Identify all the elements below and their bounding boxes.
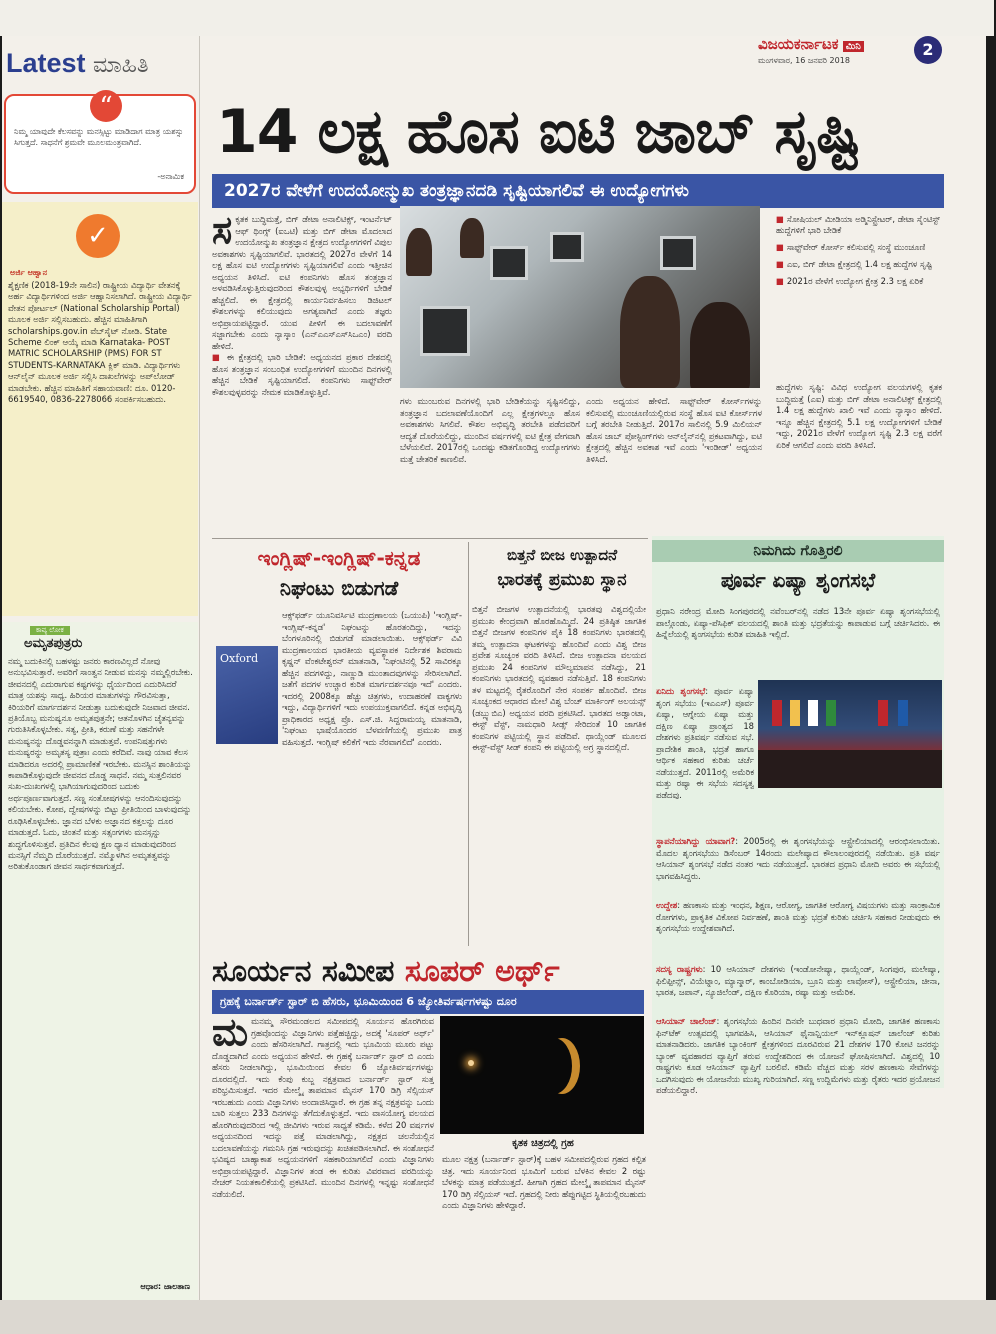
scholarship-text: ಶೈಕ್ಷಣಿಕ (2018-19ನೇ ಸಾಲಿನ) ರಾಷ್ಟ್ರೀಯ ವಿದ್ಯಾರ್ಥಿ ವೇತನಕ್ಕೆ ಅರ್ಹ ವಿದ್ಯಾರ್ಥಿಗಳಿಂದ ಅರ್ಜಿ ಆಹ್ವಾನಿಸಲಾಗಿದೆ. ರಾಷ್ಟ್ರೀಯ ವಿದ್ಯಾರ್ಥಿ ವೇತನ ಪೋರ್ಟಲ್ (National Scholarship Portal) ಮೂಲಕ ಅರ್ಜಿ ಸಲ್ಲಿಸಬಹುದು. ಹೆಚ್ಚಿನ ಮಾಹಿತಿಗಾಗಿ scholarships.gov.in ವೆಬ್‌ಸೈಟ್ ನೋಡಿ. State Scheme ಲಿಂಕ್ ಆಯ್ಕೆ ಮಾಡಿ Karnataka- POST MATRIC SCHOLARSHIP (PMS) FOR ST STUDENTS-KARNATAKA ಕ್ಲಿಕ್ ಮಾಡಿ. ವಿದ್ಯಾರ್ಥಿಗಳು ಆನ್‌ಲೈನ್ ಮೂಲಕ ಅರ್ಜಿ ಸಲ್ಲಿಸಿ ದಾಖಲೆಗಳನ್ನು ಅಪ್‌ಲೋಡ್ ಮಾಡಬೇಕು. ಹೆಚ್ಚಿನ ಮಾಹಿತಿಗೆ ಸಹಾಯವಾಣಿ: ದೂ. 0120-6619540, 0836-2278066 ಸಂಪರ್ಕಿಸಬಹುದು. [8, 280, 192, 405]
bullet-item: ■ ಸೋಷಿಯಲ್ ಮೀಡಿಯಾ ಅಡ್ಮಿನಿಸ್ಟ್ರೇಟರ್, ಡೇಟಾ ಸೈಂಟಿಸ್ಟ್ ಹುದ್ದೆಗಳಿಗೆ ಭಾರಿ ಬೇಡಿಕೆ [776, 214, 941, 235]
east-asia-tag: ನಿಮಗಿದು ಗೊತ್ತಿರಲಿ [652, 540, 944, 562]
newspaper-page [2, 36, 986, 1304]
amrut-box [2, 622, 198, 1304]
left-column [2, 36, 200, 1304]
super-earth-title: ಸೂರ್ಯನ ಸಮೀಪ ಸೂಪರ್ ಅರ್ಥ್ [212, 954, 560, 989]
lead-note-label: ■ [212, 352, 227, 362]
bullet-item: ■ ಎಐ, ಬಿಗ್ ಡೇಟಾ ಕ್ಷೇತ್ರದಲ್ಲಿ 1.4 ಲಕ್ಷ ಹುದ್ದೆಗಳ ಸೃಷ್ಟಿ [776, 259, 933, 269]
page-bottom-edge [0, 1300, 996, 1334]
photo-person [460, 218, 484, 258]
amrut-title: ಅಮೃತಪುತ್ರರು [24, 636, 83, 651]
quote-box [4, 94, 196, 194]
flag [878, 700, 888, 726]
photo-caption-title: ಕೃತಕ ಚಿತ್ರದಲ್ಲಿ ಗ್ರಹ [512, 1138, 574, 1149]
star-dot [468, 1060, 474, 1066]
photo-monitor [550, 232, 584, 262]
lead-body-col1 [212, 214, 392, 536]
amrut-tag: ಕಾವ್ಯ ಲೋಕ [30, 626, 70, 635]
it-office-photo [400, 206, 760, 388]
east-asia-title: ಪೂರ್ವ ಏಷ್ಯಾ ಶೃಂಗಸಭೆ [720, 568, 876, 592]
photo-monitor [660, 236, 696, 270]
east-asia-body3: ಸ್ಥಾಪನೆಯಾಗಿದ್ದು ಯಾವಾಗ?: 2005ರಲ್ಲಿ ಈ ಶೃಂಗಸಭೆಯನ್ನು ಆಸ್ಟ್ರೇಲಿಯಾದಲ್ಲಿ ಆರಂಭಿಸಲಾಯಿತು. ಮೊದಲ ಶೃಂಗಸಭೆಯು ಡಿಸೆಂಬರ್ 14ರಂದು ಮಲೇಷ್ಯಾದ ಕೌಲಾಲಂಪುರದಲ್ಲಿ ನಡೆಯಿತು. ಪ್ರತಿ ವರ್ಷ ಆಸಿಯಾನ್ ಶೃಂಗಸಭೆ ನಡೆದ ನಂತರ ಇದು ನಡೆಯುತ್ತದೆ. ಭಾರತದ ಪ್ರಧಾನಿ ಮೋದಿ ಅವರು ಈ ಸಭೆಯಲ್ಲಿ ಭಾಗವಹಿಸಿದ್ದರು. [656, 836, 940, 881]
dropcap: ಮ [212, 1016, 249, 1054]
check-icon: ✓ [76, 214, 120, 258]
scholarship-box [2, 202, 198, 616]
photo-person [690, 302, 750, 388]
lead-subhead: 2027ರ ವೇಳೆಗೆ ಉದಯೋನ್ಮುಖ ತಂತ್ರಜ್ಞಾನದಡಿ ಸೃಷ್ಟಿಯಾಗಲಿವೆ ಈ ಉದ್ಯೋಗಗಳು [212, 174, 944, 208]
latest-sub-label: ಮಾಹಿತಿ [93, 52, 149, 77]
masthead [758, 36, 986, 74]
east-asia-box [652, 536, 944, 1088]
super-earth-body: ಮ ಮನಮ್ಮ ಸೌರಮಂಡಲದ ಸಮೀಪದಲ್ಲಿ ಸೂರ್ಯನ ಹೊರಗಿರುವ ಗ್ರಹವೊಂದನ್ನು ವಿಜ್ಞಾನಿಗಳು ಪತ್ತೆಹಚ್ಚಿದ್ದು, ಅದಕ್ಕೆ 'ಸೂಪರ್ ಅರ್ಥ್' ಎಂದು ಹೆಸರಿಸಲಾಗಿದೆ. ಗಾತ್ರದಲ್ಲಿ ಇದು ಭೂಮಿಯ ಮೂರು ಪಟ್ಟು ದೊಡ್ಡದಾಗಿದೆ ಎಂದು ಅಧ್ಯಯನ ಹೇಳಿದೆ. ಈ ಗ್ರಹಕ್ಕೆ ಬರ್ನಾರ್ಡ್ ಸ್ಟಾರ್ ಬಿ ಎಂದು ಹೆಸರು ನೀಡಲಾಗಿದ್ದು, ಭೂಮಿಯಿಂದ ಕೇವಲ 6 ಜ್ಯೋತಿರ್ವರ್ಷಗಳಷ್ಟು ದೂರದಲ್ಲಿದೆ. ಇದು ಕೆಂಪು ಕುಬ್ಜ ನಕ್ಷತ್ರವಾದ ಬರ್ನಾರ್ಡ್ ಸ್ಟಾರ್ ಸುತ್ತ ಪರಿಭ್ರಮಿಸುತ್ತದೆ. ಇದರ ಮೇಲ್ಮೈ ತಾಪಮಾನ ಮೈನಸ್ 170 ಡಿಗ್ರಿ ಸೆಲ್ಸಿಯಸ್ ಇರಬಹುದು ಎಂದು ವಿಜ್ಞಾನಿಗಳು ಅಂದಾಜಿಸಿದ್ದಾರೆ. ಈ ಗ್ರಹ ತನ್ನ ನಕ್ಷತ್ರವನ್ನು ಒಂದು ಬಾರಿ ಸುತ್ತಲು 233 ದಿನಗಳನ್ನು ತೆಗೆದುಕೊಳ್ಳುತ್ತದೆ. ಇದು ವಾಸಯೋಗ್ಯ ವಲಯದ ಹೊರಗಿರುವುದರಿಂದ ಇಲ್ಲಿ ಜೀವಿಗಳು ಇರುವ ಸಾಧ್ಯತೆ ಕಡಿಮೆ. ಕಳೆದ 20 ವರ್ಷಗಳ ಅಧ್ಯಯನದಿಂದ ಇದನ್ನು ಪತ್ತೆ ಮಾಡಲಾಗಿದ್ದು, ನಕ್ಷತ್ರದ ಚಲನೆಯಲ್ಲಿನ ಬದಲಾವಣೆಯನ್ನು ಗಮನಿಸಿ ಗ್ರಹ ಇರುವುದನ್ನು ಖಚಿತಪಡಿಸಲಾಗಿದೆ. ಈ ಸಂಶೋಧನೆ ಭವಿಷ್ಯದ ಬಾಹ್ಯಾಕಾಶ ಅಧ್ಯಯನಗಳಿಗೆ ಸಹಕಾರಿಯಾಗಲಿದೆ ಎಂದು ವಿಜ್ಞಾನಿಗಳು ಅಭಿಪ್ರಾಯಪಟ್ಟಿದ್ದಾರೆ. ವಿಜ್ಞಾನಿಗಳ ತಂಡ ಈ ಕುರಿತು ವಿವರವಾದ ವರದಿಯನ್ನು ನೇಚರ್ ನಿಯತಕಾಲಿಕೆಯಲ್ಲಿ ಪ್ರಕಟಿಸಿದೆ. ಮುಂದಿನ ದಿನಗಳಲ್ಲಿ ಇನ್ನಷ್ಟು ಸಂಶೋಧನೆ ನಡೆಯಲಿದೆ. [212, 1016, 434, 1199]
issue-date: ಮಂಗಳವಾರ, 16 ಜನವರಿ 2018 [758, 56, 850, 65]
bullet-item: ■ ಸಾಫ್ಟ್‌ವೇರ್ ಕೋರ್ಸ್ ಕಲಿಸುವಲ್ಲಿ ಸಂಸ್ಥೆ ಮುಂಚೂಣಿ [776, 242, 926, 252]
seed-body: ಬಿತ್ತನೆ ಬೀಜಗಳ ಉತ್ಪಾದನೆಯಲ್ಲಿ ಭಾರತವು ವಿಶ್ವದಲ್ಲಿಯೇ ಪ್ರಮುಖ ಕೇಂದ್ರವಾಗಿ ಹೊರಹೊಮ್ಮಿದೆ. 24 ಪ್ರತಿಷ್ಠಿತ ಜಾಗತಿಕ ಬಿತ್ತನೆ ಬೀಜಗಳ ಕಂಪನಿಗಳ ಪೈಕಿ 18 ಕಂಪನಿಗಳು ಭಾರತದಲ್ಲಿ ತಮ್ಮ ಉತ್ಪಾದನಾ ಘಟಕಗಳನ್ನು ಹೊಂದಿವೆ ಎಂದು ವಿಶ್ವ ಬೀಜ ಪ್ರವೇಶ ಸೂಚ್ಯಂಕ ವರದಿ ತಿಳಿಸಿದೆ. ಬೀಜ ಉತ್ಪಾದನಾ ವಲಯದ ಪ್ರಮುಖ 24 ಕಂಪನಿಗಳ ಮೌಲ್ಯಮಾಪನ ನಡೆಸಿದ್ದು, 21 ಕಂಪನಿಗಳು ಭಾರತದಲ್ಲಿ ವ್ಯವಹಾರ ನಡೆಸುತ್ತಿವೆ. 18 ಕಂಪನಿಗಳು ತಳ ಮಟ್ಟದಲ್ಲಿ ರೈತರೊಂದಿಗೆ ನೇರ ಸಂಪರ್ಕ ಹೊಂದಿವೆ. ಬೀಜ ಸೂಚ್ಯಂಕದ ಆಧಾರದ ಮೇಲೆ ವಿಶ್ವ ಬೆಂಚ್ ಮಾರ್ಕಿಂಗ್ ಅಲಯನ್ಸ್ (ಡಬ್ಲ್ಯುಬಿಎ) ಅಧ್ಯಯನ ವರದಿ ಪ್ರಕಟಿಸಿದೆ. ಭಾರತದ ಅಡ್ವಾಂಟಾ, ಈಸ್ಟ್ ವೆಸ್ಟ್, ನಾಮಧಾರಿ ಸೀಡ್ಸ್ ಸೇರಿದಂತೆ 10 ಜಾಗತಿಕ ಕಂಪನಿಗಳ ಪಟ್ಟಿಯಲ್ಲಿ ಸ್ಥಾನ ಪಡೆದಿವೆ. ಥಾಯ್ಲೆಂಡ್ ಮೂಲದ ಈಸ್ಟ್-ವೆಸ್ಟ್ ಸೀಡ್ ಕಂಪನಿ ಈ ಪಟ್ಟಿಯಲ್ಲಿ ಅಗ್ರ ಸ್ಥಾನದಲ್ಲಿದೆ. [472, 604, 646, 752]
lead-headline: 14 ಲಕ್ಷ ಹೊಸ ಐಟಿ ಜಾಬ್ ಸೃಷ್ಟಿ [216, 97, 861, 167]
quote-text: ನಿಮ್ಮ ಯಾವುದೇ ಕೆಲಸವನ್ನು ಮನಸ್ಸಿಟ್ಟು ಮಾಡಿದಾಗ ಮಾತ್ರ ಯಶಸ್ಸು ಸಿಗುತ್ತದೆ. ಸಾಧನೆಗೆ ಶ್ರಮವೇ ಮೂಲಮಂತ್ರವಾಗಿದೆ. [14, 127, 184, 147]
photo-caption: ಮೂಲ ನಕ್ಷತ್ರ (ಬರ್ನಾರ್ಡ್ ಸ್ಟಾರ್)ಕ್ಕೆ ಬಹಳ ಸಮೀಪದಲ್ಲಿರುವ ಗ್ರಹದ ಕಲ್ಪಿತ ಚಿತ್ರ. ಇದು ಸೂರ್ಯನಿಂದ ಭೂಮಿಗೆ ಬರುವ ಬೆಳಕಿನ ಕೇವಲ 2 ರಷ್ಟು ಬೆಳಕನ್ನು ಮಾತ್ರ ಪಡೆಯುತ್ತದೆ. ಹೀಗಾಗಿ ಗ್ರಹದ ಮೇಲ್ಮೈ ತಾಪಮಾನ ಮೈನಸ್ 170 ಡಿಗ್ರಿ ಸೆಲ್ಸಿಯಸ್ ಇದೆ. ಗ್ರಹದಲ್ಲಿ ನೀರು ಹೆಪ್ಪುಗಟ್ಟಿದ ಸ್ಥಿತಿಯಲ್ಲಿರಬಹುದು ಎಂದು ವಿಜ್ಞಾನಿಗಳು ಹೇಳಿದ್ದಾರೆ. [442, 1154, 646, 1210]
scholarship-title: ಅರ್ಜಿ ಆಹ್ವಾನ [10, 268, 48, 277]
flag [826, 700, 836, 726]
east-asia-body1: ಪ್ರಧಾನಿ ನರೇಂದ್ರ ಮೋದಿ ಸಿಂಗಪುರದಲ್ಲಿ ನವೆಂಬರ್‌ನಲ್ಲಿ ನಡೆದ 13ನೇ ಪೂರ್ವ ಏಷ್ಯಾ ಶೃಂಗಸಭೆಯಲ್ಲಿ ಪಾಲ್ಗೊಂಡು, ಏಷ್ಯಾ-ಪೆಸಿಫಿಕ್ ವಲಯದಲ್ಲಿ ಶಾಂತಿ ಮತ್ತು ಭದ್ರತೆಯನ್ನು ಕಾಪಾಡುವ ಬಗ್ಗೆ ಚರ್ಚಿಸಿದರು. ಈ ಹಿನ್ನೆಲೆಯಲ್ಲಿ ಶೃಂಗಸಭೆಯ ಕುರಿತ ಮಾಹಿತಿ ಇಲ್ಲಿದೆ. [656, 606, 940, 639]
photo-person [406, 228, 432, 276]
amrut-source: ಆಧಾರ: ಜಾಲತಾಣ [140, 1282, 190, 1291]
flag [898, 700, 908, 726]
east-asia-body2: ಏನಿದು ಶೃಂಗಸಭೆ: ಪೂರ್ವ ಏಷ್ಯಾ ಶೃಂಗ ಸಭೆಯು (ಇಎಎಸ್) ಪೂರ್ವ ಏಷ್ಯಾ, ಆಗ್ನೇಯ ಏಷ್ಯಾ ಮತ್ತು ದಕ್ಷಿಣ ಏಷ್ಯಾ ಪ್ರಾಂತ್ಯದ 18 ದೇಶಗಳು ಪ್ರತಿವರ್ಷ ನಡೆಸುವ ಸಭೆ. ಪ್ರಾದೇಶಿಕ ಶಾಂತಿ, ಭದ್ರತೆ ಹಾಗೂ ಆರ್ಥಿಕ ಸಹಕಾರ ಕುರಿತು ಚರ್ಚೆ ನಡೆಯುತ್ತದೆ. 2011ರಲ್ಲಿ ಅಮೆರಿಕ ಮತ್ತು ರಷ್ಯಾ ಈ ಸಭೆಯ ಸದಸ್ಯತ್ವ ಪಡೆದವು. [656, 686, 754, 800]
bullet-item: ■ 2021ರ ವೇಳೆಗೆ ಉದ್ಯೋಗ ಕ್ಷೇತ್ರ 2.3 ಲಕ್ಷ ಏರಿಕೆ [776, 276, 924, 286]
page-top-edge [0, 0, 994, 36]
oxford-body: ಆಕ್ಸ್‌ಫರ್ಡ್ ಯೂನಿವರ್ಸಿಟಿ ಮುದ್ರಣಾಲಯ (ಒಯುಪಿ) 'ಇಂಗ್ಲಿಷ್-ಇಂಗ್ಲಿಷ್-ಕನ್ನಡ' ನಿಘಂಟನ್ನು ಹೊರತಂದಿದ್ದು, ಇದನ್ನು ಬೆಂಗಳೂರಿನಲ್ಲಿ ಬಿಡುಗಡೆ ಮಾಡಲಾಯಿತು. ಆಕ್ಸ್‌ಫರ್ಡ್ ವಿವಿ ಮುದ್ರಣಾಲಯದ ಭಾರತೀಯ ವ್ಯವಸ್ಥಾಪಕ ನಿರ್ದೇಶಕ ಶಿವರಾಮ ಕೃಷ್ಣನ್ ವೆಂಕಟೇಶ್ವರನ್ ಮಾತನಾಡಿ, 'ನಿಘಂಟಿನಲ್ಲಿ 52 ಸಾವಿರಕ್ಕೂ ಹೆಚ್ಚಿನ ಪದಗಳಿದ್ದು, ನಾಣ್ಣುಡಿ ಮುಂತಾದವುಗಳನ್ನು ಸೇರಿಸಲಾಗಿದೆ. ಜತೆಗೆ ಪದಗಳ ಉಚ್ಚಾರ ಕುರಿತ ಮಾರ್ಗದರ್ಶನವೂ ಇದೆ' ಎಂದರು. ಇದರಲ್ಲಿ 2008ಕ್ಕೂ ಹೆಚ್ಚು ಚಿತ್ರಗಳು, ಉದಾಹರಣೆ ವಾಕ್ಯಗಳು ಇದ್ದು, ವಿದ್ಯಾರ್ಥಿಗಳಿಗೆ ಇದು ಉಪಯುಕ್ತವಾಗಲಿದೆ. ಕನ್ನಡ ಅಭಿವೃದ್ಧಿ ಪ್ರಾಧಿಕಾರದ ಅಧ್ಯಕ್ಷ ಪ್ರೊ. ಎಸ್.ಜಿ. ಸಿದ್ದರಾಮಯ್ಯ ಮಾತನಾಡಿ, 'ನಿಘಂಟು ಭಾಷೆಯೊಂದರ ಬೆಳವಣಿಗೆಯಲ್ಲಿ ಪ್ರಮುಖ ಪಾತ್ರ ವಹಿಸುತ್ತದೆ. ಇಂಗ್ಲಿಷ್ ಕಲಿಕೆಗೆ ಇದು ನೆರವಾಗಲಿದೆ' ಎಂದರು. [282, 610, 462, 747]
lead-body1: ಕೃತಕ ಬುದ್ಧಿಮತ್ತೆ, ಬಿಗ್ ಡೇಟಾ ಅನಾಲಿಟಿಕ್ಸ್, ಇಂಟರ್ನೆಟ್ ಆಫ್ ಥಿಂಗ್ಸ್ (ಐಒಟಿ) ಮತ್ತು ಬಿಗ್ ಡೇಟಾ ಮೊದಲಾದ ಉದಯೋನ್ಮುಖ ತಂತ್ರಜ್ಞಾನ ಕ್ಷೇತ್ರದ ಉದ್ಯೋಗಗಳಿಗೆ ವಿಪುಲ ಅವಕಾಶಗಳು ಸೃಷ್ಟಿಯಾಗಲಿವೆ. ಭಾರತದಲ್ಲಿ 2027ರ ವೇಳೆಗೆ 14 ಲಕ್ಷ ಹೊಸ ಐಟಿ ಉದ್ಯೋಗಗಳು ಸೃಷ್ಟಿಯಾಗಲಿವೆ ಎಂದು ಇತ್ತೀಚಿನ ಅಧ್ಯಯನ ತಿಳಿಸಿದೆ. ಐಟಿ ಕಂಪನಿಗಳು ಹೊಸ ತಂತ್ರಜ್ಞಾನ ಅಳವಡಿಸಿಕೊಳ್ಳುತ್ತಿರುವುದರಿಂದ ಕೌಶಲವುಳ್ಳ ಅಭ್ಯರ್ಥಿಗಳಿಗೆ ಬೇಡಿಕೆ ಹೆಚ್ಚಲಿದೆ. ಈ ಕ್ಷೇತ್ರದಲ್ಲಿ ಕಾರ್ಯನಿರ್ವಹಿಸಲು ಡಿಜಿಟಲ್ ಕೌಶಲಗಳನ್ನು ಕಲಿಯುವುದು ಅಗತ್ಯವಾಗಿದೆ ಎಂದು ತಜ್ಞರು ಅಭಿಪ್ರಾಯಪಟ್ಟಿದ್ದಾರೆ. ಯುವ ಪೀಳಿಗೆ ಈ ಬದಲಾವಣೆಗೆ ಸಜ್ಜಾಗಬೇಕು ಎಂದು ನ್ಯಾಸ್ಕಾಂ (ಎನ್‌ಎಎಸ್‌ಎಸ್‌ಸಿಒಎಂ) ವರದಿ ಹೇಳಿದೆ. [212, 214, 392, 351]
oxford-title-black: ನಿಘಂಟು ಬಿಡುಗಡೆ [279, 576, 399, 600]
divider [212, 538, 648, 539]
photo-person [620, 276, 680, 388]
book-label: Oxford [220, 652, 259, 665]
east-asia-body6: ಆಸಿಯಾನ್ ಚಾಲೆಂಜ್: ಶೃಂಗಸಭೆಯ ಹಿಂದಿನ ದಿನವೇ ಬುಧವಾರ ಪ್ರಧಾನಿ ಮೋದಿ, ಜಾಗತಿಕ ಹಣಕಾಸು ಫಿನ್‌ಟೆಕ್ ಉತ್ಸವದಲ್ಲಿ ಭಾಗವಹಿಸಿ, ಆಸಿಯಾನ್ ಫೈನಾನ್ಷಿಯಲ್ ಇನ್‌ಕ್ಲೂಷನ್ ಚಾಲೆಂಜ್ ಕುರಿತು ಮಾತನಾಡಿದರು. ಜಾಗತಿಕ ಬ್ಯಾಂಕಿಂಗ್ ಕ್ಷೇತ್ರಗಳಿಂದ ದೂರವಿರುವ 21 ದೇಶಗಳ 170 ಕೋಟಿ ಜನರನ್ನು ಬ್ಯಾಂಕ್ ವ್ಯವಹಾರದ ವ್ಯಾಪ್ತಿಗೆ ತರುವ ಉದ್ದೇಶದಿಂದ ಈ ಯೋಜನೆ ಘೋಷಿಸಲಾಗಿದೆ. ವಿಶ್ವದಲ್ಲಿ 10 ರಾಷ್ಟ್ರಗಳು ಕೂಡ ಆಸಿಯಾನ್ ವ್ಯಾಪ್ತಿಗೆ ಬರಲಿವೆ. ಕಡಿಮೆ ವೆಚ್ಚದ ಮತ್ತು ಸರಳ ಹಣಕಾಸು ಸೇವೆಗಳನ್ನು ಒದಗಿಸುವುದು ಈ ಯೋಜನೆಯ ಮುಖ್ಯ ಗುರಿಯಾಗಿದೆ. ಸಣ್ಣ ಉದ್ದಿಮೆಗಳು ಮತ್ತು ರೈತರು ಇದರ ಪ್ರಯೋಜನ ಪಡೆಯಲಿದ್ದಾರೆ. [656, 1016, 940, 1095]
quote-icon: “ [90, 90, 122, 122]
planet-illustration [440, 1016, 644, 1134]
dropcap: ಸ [212, 214, 233, 252]
brand-badge: ಮಿನಿ [843, 41, 864, 52]
lead-body-col2: ಗಳು ಮುಂಬರುವ ದಿನಗಳಲ್ಲಿ ಭಾರಿ ಬೇಡಿಕೆಯನ್ನು ಸೃಷ್ಟಿಸಲಿದ್ದು, ತಂತ್ರಜ್ಞಾನ ಬದಲಾವಣೆಯೊಂದಿಗೆ ಎಲ್ಲ ಕ್ಷೇತ್ರಗಳಲ್ಲೂ ಹೊಸ ಅವಕಾಶಗಳು ಸಿಗಲಿವೆ. ಕೌಶಲ ಅಭಿವೃದ್ಧಿ ತರಬೇತಿ ಪಡೆದವರಿಗೆ ಆದ್ಯತೆ ದೊರೆಯಲಿದ್ದು, ಮುಂದಿನ ವರ್ಷಗಳಲ್ಲಿ ಐಟಿ ಕ್ಷೇತ್ರ ವೇಗವಾಗಿ ಬೆಳೆಯಲಿದೆ. 2017ರಲ್ಲಿ ಒಂದಷ್ಟು ಕಡಿತಗೊಂಡಿದ್ದ ಉದ್ಯೋಗಗಳು ಮತ್ತೆ ಚೇತರಿಕೆ ಕಾಣಲಿವೆ. [400, 396, 580, 464]
lead-side-text: ಹುದ್ದೆಗಳು ಸೃಷ್ಟಿ: ವಿವಿಧ ಉದ್ಯೋಗ ವಲಯಗಳಲ್ಲಿ ಕೃತಕ ಬುದ್ಧಿಮತ್ತೆ (ಎಐ) ಮತ್ತು ಬಿಗ್ ಡೇಟಾ ಅನಾಲಿಟಿಕ್ಸ್ ಕ್ಷೇತ್ರದಲ್ಲಿ 1.4 ಲಕ್ಷ ಹುದ್ದೆಗಳು ಖಾಲಿ ಇವೆ ಎಂದು ನ್ಯಾಸ್ಕಾಂ ಹೇಳಿದೆ. ಇನ್ನೂ ಹೆಚ್ಚಿನ ಕ್ಷೇತ್ರದಲ್ಲಿ 5.1 ಲಕ್ಷ ಉದ್ಯೋಗಗಳಿಗೆ ಬೇಡಿಕೆ ಇದ್ದು, 2021ರ ವೇಳೆಗೆ ಉದ್ಯೋಗ ಸೃಷ್ಟಿ 2.3 ಲಕ್ಷ ವರೆಗೆ ಏರಿಕೆ ಆಗಲಿದೆ ಎಂದು ವರದಿ ತಿಳಿಸಿದೆ. [776, 382, 942, 450]
super-earth-subhead: ಗ್ರಹಕ್ಕೆ ಬರ್ನಾರ್ಡ್ ಸ್ಟಾರ್ ಬಿ ಹೆಸರು, ಭೂಮಿಯಿಂದ 6 ಜ್ಯೋತಿರ್ವರ್ಷಗಳಷ್ಟು ದೂರ [212, 990, 644, 1014]
seed-title-1: ಬಿತ್ತನೆ ಬೀಜ ಉತ್ಪಾದನೆ [506, 546, 618, 564]
flag [790, 700, 800, 726]
oxford-title-red: ಇಂಗ್ಲಿಷ್-ಇಂಗ್ಲಿಷ್-ಕನ್ನಡ [257, 546, 421, 570]
brand-logo [758, 36, 864, 53]
summit-crowd [758, 750, 942, 788]
page-number: 2 [914, 36, 942, 64]
lead-body-col3: ಎಂದು ಅಧ್ಯಯನ ಹೇಳಿದೆ. ಸಾಫ್ಟ್‌ವೇರ್ ಕೋರ್ಸ್‌ಗಳನ್ನು ಕಲಿಸುವಲ್ಲಿ ಮುಂಚೂಣಿಯಲ್ಲಿರುವ ಸಂಸ್ಥೆ ಹೊಸ ಐಟಿ ಕೋರ್ಸ್‌ಗಳ ಬಗ್ಗೆ ತರಬೇತಿ ನೀಡುತ್ತಿದೆ. 2017ರ ಸಾಲಿನಲ್ಲಿ 5.9 ಮಿಲಿಯನ್ ಹೊಸ ಜಾಬ್ ಪೋಸ್ಟಿಂಗ್‌ಗಳು ಆನ್‌ಲೈನ್‌ನಲ್ಲಿ ಪ್ರಕಟವಾಗಿದ್ದು, ಐಟಿ ಕ್ಷೇತ್ರದಲ್ಲಿ ಹೆಚ್ಚಿನ ಅವಕಾಶ ಇವೆ ಎಂದು 'ಇಂಡೀಡ್' ಅಧ್ಯಯನ ತಿಳಿಸಿದೆ. [586, 396, 762, 464]
photo-monitor [420, 306, 470, 356]
summit-photo [758, 680, 942, 788]
amrut-text: ನಮ್ಮ ಬದುಕಿನಲ್ಲಿ ಬಹಳಷ್ಟು ಜನರು ಕಾರಣವಿಲ್ಲದೆ ನೋವು ಅನುಭವಿಸುತ್ತಾರೆ. ಅವರಿಗೆ ಸಾಂತ್ವನ ನೀಡುವ ಮನಸ್ಸು ನಮ್ಮಲ್ಲಿರಬೇಕು. ಜೀವನದಲ್ಲಿ ಎದುರಾಗುವ ಕಷ್ಟಗಳನ್ನು ಧೈರ್ಯದಿಂದ ಎದುರಿಸಿದರೆ ಮಾತ್ರ ಯಶಸ್ಸು ಸಾಧ್ಯ. ಹಿರಿಯರ ಮಾತುಗಳನ್ನು ಗೌರವಿಸುತ್ತಾ, ಕಿರಿಯರಿಗೆ ಮಾರ್ಗದರ್ಶನ ನೀಡುತ್ತಾ ಬದುಕುವುದೇ ನಿಜವಾದ ಜೀವನ. ಪ್ರತಿಯೊಬ್ಬ ಮನುಷ್ಯನೂ ಅಮೃತಪುತ್ರನೇ; ಆತನೊಳಗಿನ ಚೈತನ್ಯವನ್ನು ಗುರುತಿಸಿಕೊಳ್ಳಬೇಕು. ಸತ್ಯ, ಪ್ರೀತಿ, ಕರುಣೆ ಮತ್ತು ಸಹನೆಗಳೇ ಮನುಷ್ಯನನ್ನು ದೊಡ್ಡವನನ್ನಾಗಿ ಮಾಡುತ್ತವೆ. ಉಪನಿಷತ್ತುಗಳು ಮನುಷ್ಯರನ್ನು ಅಮೃತಸ್ಯ ಪುತ್ರಾಃ ಎಂದು ಕರೆದಿವೆ. ನಾವು ಯಾವ ಕೆಲಸ ಮಾಡಿದರೂ ಅದರಲ್ಲಿ ಪ್ರಾಮಾಣಿಕತೆ ಇರಬೇಕು. ಮನಸ್ಸಿನ ಶಾಂತಿಯನ್ನು ಕಾಪಾಡಿಕೊಳ್ಳುವುದೇ ಜೀವನದ ದೊಡ್ಡ ಸಾಧನೆ. ನಮ್ಮ ಸುತ್ತಲಿನವರ ಸುಖ-ದುಃಖಗಳಲ್ಲಿ ಭಾಗಿಯಾಗುವುದರಿಂದ ಬದುಕು ಅರ್ಥಪೂರ್ಣವಾಗುತ್ತದೆ. ಸಣ್ಣ ಸಂತೋಷಗಳನ್ನು ಆನಂದಿಸುವುದನ್ನು ಕಲಿಯಬೇಕು. ಕೋಪ, ದ್ವೇಷಗಳನ್ನು ಬಿಟ್ಟು ಪ್ರೀತಿಯಿಂದ ಬಾಳುವುದನ್ನು ರೂಢಿಸಿಕೊಳ್ಳಬೇಕು. ಜ್ಞಾನದ ಬೆಳಕು ಅಜ್ಞಾನದ ಕತ್ತಲನ್ನು ದೂರ ಮಾಡುತ್ತದೆ. ಓದು, ಚಿಂತನೆ ಮತ್ತು ಸತ್ಸಂಗಗಳು ಮನಸ್ಸನ್ನು ಶುದ್ಧಗೊಳಿಸುತ್ತವೆ. ಪ್ರತಿದಿನ ಕೆಲವು ಕ್ಷಣ ಧ್ಯಾನ ಮಾಡುವುದರಿಂದ ಮನಸ್ಸಿಗೆ ನೆಮ್ಮದಿ ದೊರೆಯುತ್ತದೆ. ನಮ್ಮೊಳಗಿನ ಅಮೃತತ್ವವನ್ನು ಅರಿತುಕೊಂಡಾಗ ಜೀವನ ಸಾರ್ಥಕವಾಗುತ್ತದೆ. [8, 656, 193, 872]
latest-label: Latest [6, 48, 86, 78]
divider [468, 542, 469, 946]
photo-monitor [490, 246, 528, 280]
quote-author: -ಅನಾಮಿಕ [157, 172, 184, 181]
planet-crescent [536, 1038, 572, 1094]
flag [772, 700, 782, 726]
lead-bullets [776, 214, 942, 293]
flag [808, 700, 818, 726]
east-asia-body5: ಸದಸ್ಯ ರಾಷ್ಟ್ರಗಳು: 10 ಆಸಿಯಾನ್ ದೇಶಗಳು (ಇಂಡೋನೇಷ್ಯಾ, ಥಾಯ್ಲೆಂಡ್, ಸಿಂಗಪುರ, ಮಲೇಷ್ಯಾ, ಫಿಲಿಪ್ಪೀನ್ಸ್, ವಿಯೆಟ್ನಾಂ, ಮ್ಯಾನ್ಮಾರ್, ಕಾಂಬೋಡಿಯಾ, ಬ್ರೂನಿ ಮತ್ತು ಲಾವೋಸ್), ಆಸ್ಟ್ರೇಲಿಯಾ, ಚೀನಾ, ಭಾರತ, ಜಪಾನ್, ನ್ಯೂಜಿಲೆಂಡ್, ದಕ್ಷಿಣ ಕೊರಿಯಾ, ರಷ್ಯಾ ಮತ್ತು ಅಮೆರಿಕ. [656, 964, 940, 997]
oxford-dictionary-image [216, 646, 278, 744]
lead-body1-note: ಈ ಕ್ಷೇತ್ರದಲ್ಲಿ ಭಾರಿ ಬೇಡಿಕೆ: ಅಧ್ಯಯನದ ಪ್ರಕಾರ ದೇಶದಲ್ಲಿ ಹೊಸ ತಂತ್ರಜ್ಞಾನ ಸಂಬಂಧಿತ ಉದ್ಯೋಗಗಳಿಗೆ ಮುಂದಿನ ದಿನಗಳಲ್ಲಿ ಹೆಚ್ಚಿನ ಬೇಡಿಕೆ ಸೃಷ್ಟಿಯಾಗಲಿದೆ. ಕಂಪನಿಗಳು ಸಾಫ್ಟ್‌ವೇರ್ ಕೌಶಲವುಳ್ಳವರನ್ನು ನೇಮಕ ಮಾಡಿಕೊಳ್ಳುತ್ತಿವೆ. [212, 352, 392, 397]
brand-name: ವಿಜಯಕರ್ನಾಟಕ [758, 36, 839, 53]
section-title-latest [6, 48, 149, 79]
seed-title-2: ಭಾರತಕ್ಕೆ ಪ್ರಮುಖ ಸ್ಥಾನ [497, 570, 627, 590]
east-asia-body4: ಉದ್ದೇಶ: ಹಣಕಾಸು ಮತ್ತು ಇಂಧನ, ಶಿಕ್ಷಣ, ಆರೋಗ್ಯ, ಜಾಗತಿಕ ಆರೋಗ್ಯ ವಿಷಯಗಳು ಮತ್ತು ಸಾಂಕ್ರಾಮಿಕ ರೋಗಗಳು, ಪ್ರಾಕೃತಿಕ ವಿಕೋಪ ನಿರ್ವಹಣೆ, ಶಾಂತಿ ಮತ್ತು ಭದ್ರತೆ ಕುರಿತು ಚರ್ಚಿಸಿ ಸಹಕಾರ ನೀಡುವುದು ಈ ಶೃಂಗಸಭೆಯ ಉದ್ದೇಶವಾಗಿದೆ. [656, 900, 940, 933]
